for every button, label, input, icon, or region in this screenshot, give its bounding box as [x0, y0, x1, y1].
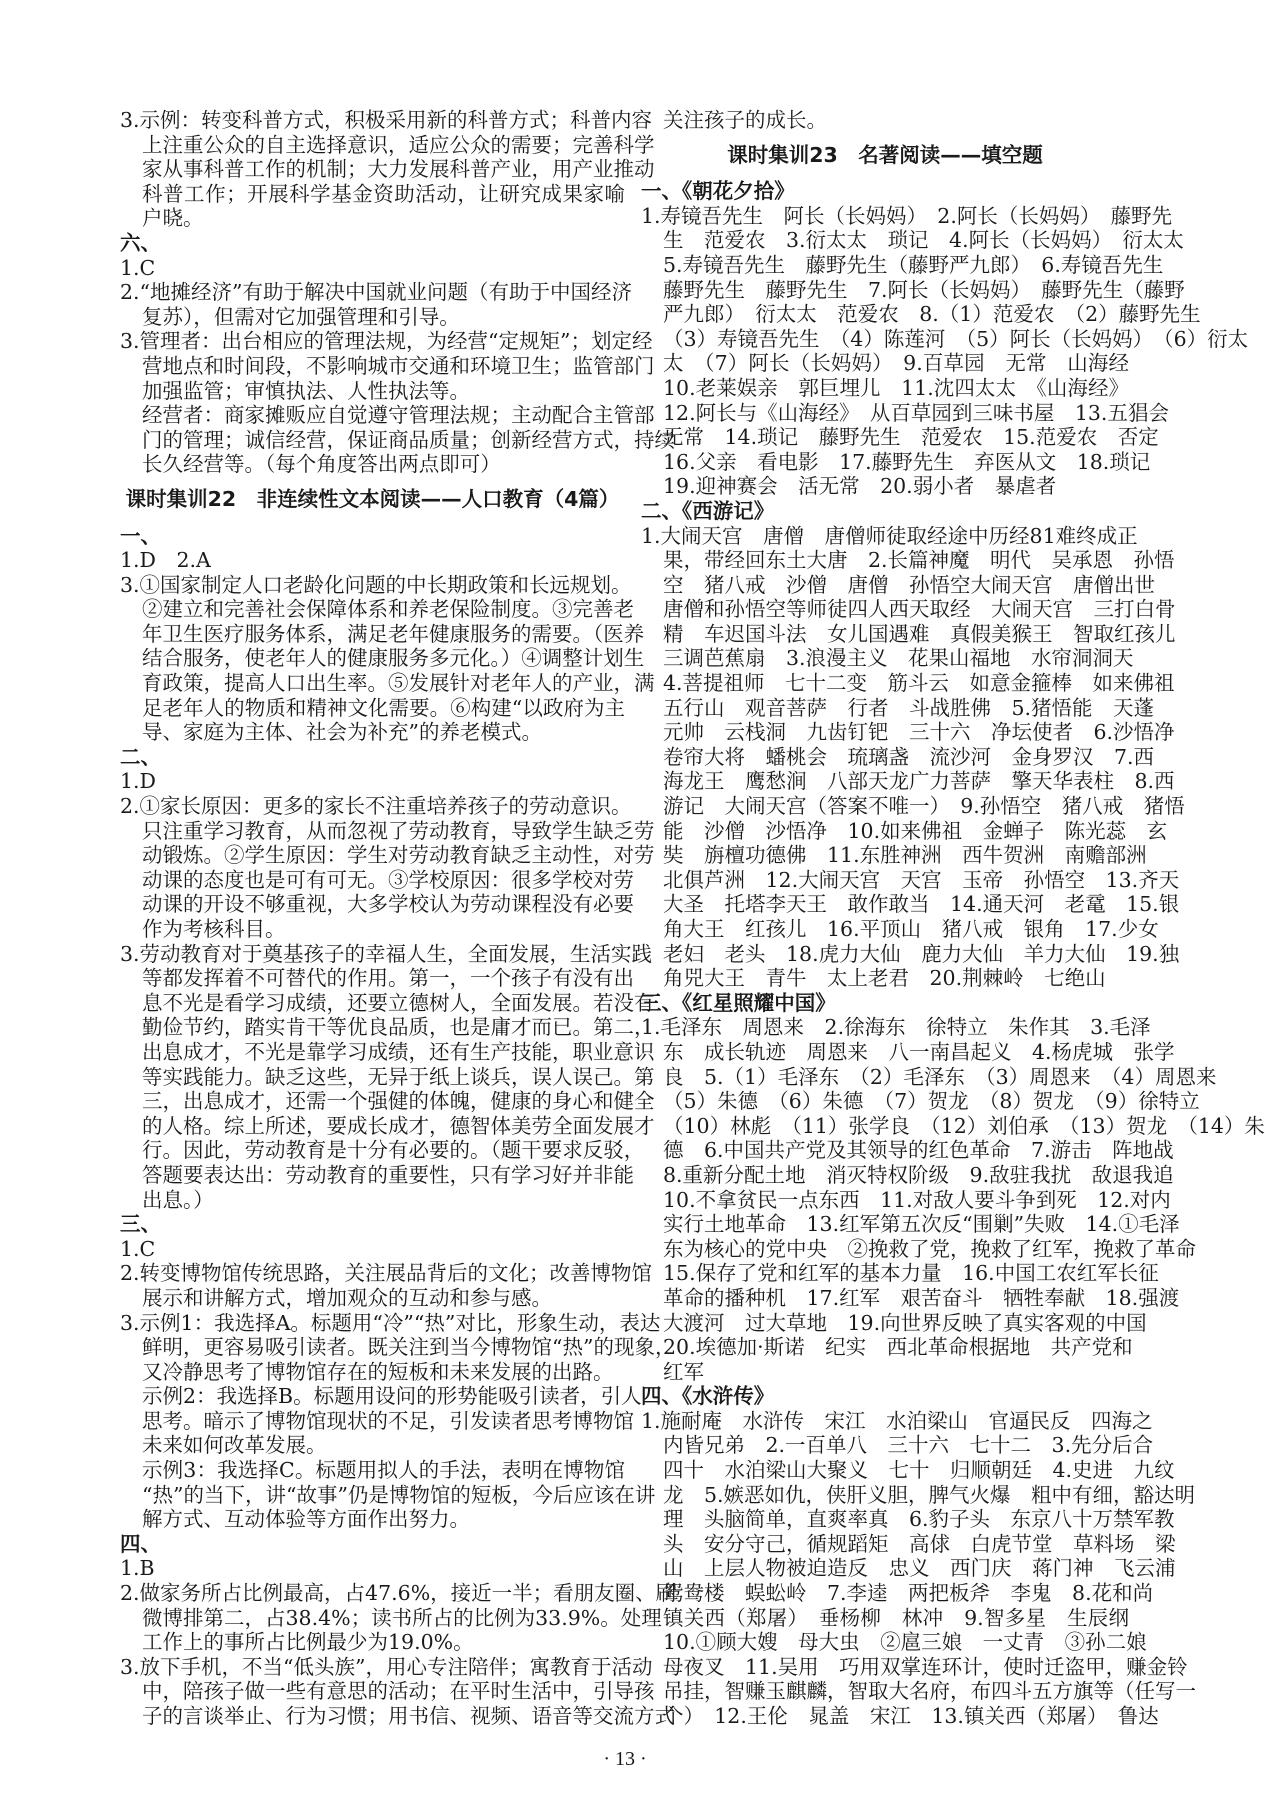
subsection-label: 三、《红星照耀中国》 — [641, 990, 836, 1015]
text-line: 1.C — [120, 255, 156, 280]
text-line: 东为核心的党中央 ②挽救了党，挽救了红军，挽救了革命 — [663, 1236, 1196, 1261]
page-number: · 13 · — [603, 1748, 647, 1770]
text-line: 德 6.中国共产党及其领导的红色革命 7.游击 阵地战 — [663, 1138, 1174, 1163]
text-line: 严九郎） 衍太太 范爱农 8.（1）范爱农 （2）藤野先生 — [663, 302, 1201, 327]
text-line: 20.埃德加·斯诺 纪实 西北革命根据地 共产党和 — [663, 1335, 1133, 1360]
text-line: 山 上层人物被迫造反 忠义 西门庆 蒋门神 飞云浦 — [663, 1556, 1176, 1581]
text-line: 五行山 观音菩萨 行者 斗战胜佛 5.猪悟能 天蓬 — [663, 695, 1155, 720]
text-line: （10）林彪 （11）张学良 （12）刘伯承 （13）贺龙 （14）朱 — [663, 1113, 1265, 1138]
text-line: 能 沙僧 沙悟净 10.如来佛祖 金蝉子 陈光蕊 玄 — [663, 818, 1168, 843]
text-line: 3.放下手机，不当“低头族”，用心专注陪伴；寓教育于活动 — [120, 1654, 653, 1679]
text-line: 微博排第二，占38.4%；读书所占的比例为33.9%。处理 — [142, 1605, 662, 1630]
subsection-label: 二、 — [120, 744, 161, 769]
text-line: 良 5.（1）毛泽东 （2）毛泽东 （3）周恩来 （4）周恩来 — [663, 1064, 1217, 1089]
text-line: 等都发挥着不可替代的作用。第一，一个孩子有没有出 — [142, 966, 634, 991]
text-line: 科普工作；开展科学基金资助活动，让研究成果家喻 — [142, 181, 625, 206]
text-line: 16.父亲 看电影 17.藤野先生 弃医从文 18.琐记 — [663, 449, 1151, 474]
text-line: 2.①家长原因：更多的家长不注重培养孩子的劳动意识。 — [120, 794, 632, 819]
text-line: 革命的播种机 17.红军 艰苦奋斗 牺牲奉献 18.强渡 — [663, 1285, 1180, 1310]
subsection-label: 三、 — [120, 1212, 161, 1237]
subsection-label: 一、《朝花夕拾》 — [641, 179, 795, 204]
text-line: 海龙王 鹰愁涧 八部天龙广力菩萨 擎天华表柱 8.西 — [663, 769, 1175, 794]
text-line: 5.寿镜吾先生 藤野先生（藤野严九郎） 6.寿镜吾先生 — [663, 252, 1164, 277]
text-line: 2.“地摊经济”有助于解决中国就业问题（有助于中国经济 — [120, 280, 633, 305]
text-line: （3）寿镜吾先生 （4）陈莲河 （5）阿长（长妈妈） （6）衍太 — [663, 326, 1249, 351]
text-line: 东 成长轨迹 周恩来 八一南昌起义 4.杨虎城 张学 — [663, 1039, 1175, 1064]
text-line: 户晓。 — [142, 206, 204, 231]
text-line: 三调芭蕉扇 3.浪漫主义 花果山福地 水帘洞洞天 — [663, 646, 1134, 671]
text-line: 老妇 老头 18.虎力大仙 鹿力大仙 羊力大仙 19.独 — [663, 941, 1180, 966]
text-line: 藤野先生 藤野先生 7.阿长（长妈妈） 藤野先生（藤野 — [663, 277, 1185, 302]
text-line: 复苏），但需对它加强管理和引导。 — [142, 304, 460, 329]
text-line: 理 头脑简单，直爽率真 6.豹子头 东京八十万禁军教 — [663, 1507, 1175, 1532]
text-line: 中，陪孩子做一些有意思的活动；在平时生活中，引导孩 — [142, 1679, 655, 1704]
text-line: 1.毛泽东 周恩来 2.徐海东 徐特立 朱作其 3.毛泽 — [641, 1015, 1151, 1040]
text-line: 内皆兄弟 2.一百单八 三十六 七十二 3.先分后合 — [663, 1433, 1154, 1458]
text-line: 加强监管；审慎执法、人性执法等。 — [142, 378, 470, 403]
text-line: 果，带经回东土大唐 2.长篇神魔 明代 吴承恩 孙悟 — [663, 548, 1175, 573]
text-line: 只注重学习教育，从而忽视了劳动教育，导致学生缺乏劳 — [142, 818, 655, 843]
text-line: 1.D 2.A — [120, 548, 211, 573]
text-line: 又冷静思考了博物馆存在的短板和未来发展的出路。 — [142, 1359, 614, 1384]
text-line: （5）朱德 （6）朱德 （7）贺龙 （8）贺龙 （9）徐特立 — [663, 1089, 1200, 1114]
text-line: 实行土地革命 13.红军第五次反“围剿”失败 14.①毛泽 — [663, 1212, 1180, 1237]
text-line: 12.阿长与《山海经》 从百草园到三味书屋 13.五猖会 — [663, 400, 1169, 425]
text-line: 四十 水泊梁山大聚义 七十 归顺朝廷 4.史进 九纹 — [663, 1458, 1175, 1483]
text-line: 8.重新分配土地 消灭特权阶级 9.敌驻我扰 敌退我追 — [663, 1162, 1174, 1187]
text-line: 卷帘大将 蟠桃会 琉璃盏 流沙河 金身罗汉 7.西 — [663, 744, 1155, 769]
text-line: 展示和讲解方式，增加观众的互动和参与感。 — [142, 1285, 552, 1310]
text-line: 3.示例：转变科普方式，积极采用新的科普方式；科普内容 — [120, 108, 653, 132]
text-line: 思考。暗示了博物馆现状的不足，引发读者思考博物馆 — [142, 1408, 634, 1433]
text-line: 2.做家务所占比例最高，占47.6%，接近一半；看朋友圈、刷 — [120, 1581, 677, 1606]
text-line: 上注重公众的自主选择意识，适应公众的需要；完善科学 — [142, 132, 655, 157]
text-line: 解方式、互动体验等方面作出努力。 — [142, 1507, 470, 1532]
subsection-label: 四、 — [120, 1531, 161, 1556]
text-line: 出息。） — [142, 1187, 214, 1212]
text-line: 长久经营等。（每个角度答出两点即可） — [142, 452, 501, 477]
text-line: 2.转变博物馆传统思路，关注展品背后的文化；改善博物馆 — [120, 1261, 653, 1286]
text-line: 游记 大闹天宫（答案不唯一） 9.孙悟空 猪八戒 猪悟 — [663, 794, 1185, 819]
subsection-label: 一、 — [120, 523, 161, 548]
text-line: 母夜叉 11.吴用 巧用双掌连环计，使时迁盗甲，赚金铃 — [663, 1654, 1188, 1679]
text-line: 无常 14.琐记 藤野先生 范爱农 15.范爱农 否定 — [663, 425, 1159, 450]
section-heading: 课时集训23 名著阅读——填空题 — [727, 142, 1043, 167]
text-line: 3.劳动教育对于奠基孩子的幸福人生，全面发展，生活实践 — [120, 941, 653, 966]
text-line: 红军 — [663, 1359, 704, 1384]
text-line: 1.D — [120, 769, 156, 794]
text-line: 息不光是看学习成绩，还要立德树人，全面发展。若没有 — [142, 990, 655, 1015]
text-line: 角大王 红孩儿 16.平顶山 猪八戒 银角 17.少女 — [663, 917, 1159, 941]
right-column — [641, 108, 1265, 1729]
text-line: 动课的开设不够重视，大多学校认为劳动课程没有必要 — [142, 892, 634, 917]
text-line: 等实践能力。缺乏这些，无异于纸上谈兵，误人误己。第 — [142, 1064, 655, 1089]
text-line: 营地点和时间段，不影响城市交通和环境卫生；监管部门 — [142, 353, 655, 378]
section-heading: 课时集训22 非连续性文本阅读——人口教育（4篇） — [125, 486, 620, 511]
text-line: 导、家庭为主体、社会为补充”的养老模式。 — [142, 720, 542, 745]
text-line: 1.寿镜吾先生 阿长（长妈妈） 2.阿长（长妈妈） 藤野先 — [641, 203, 1173, 228]
text-line: 精 车迟国斗法 女儿国遇难 真假美猴王 智取红孩儿 — [663, 621, 1176, 646]
text-line: 家从事科普工作的机制；大力发展科普产业，用产业推动 — [142, 157, 655, 182]
text-line: 头 安分守己，循规蹈矩 高俅 白虎节堂 草料场 梁 — [663, 1531, 1176, 1556]
text-line: 示例3：我选择C。标题用拟人的手法，表明在博物馆 — [142, 1458, 625, 1483]
text-line: 角兕大王 青牛 太上老君 20.荆棘岭 七绝山 — [663, 966, 1106, 991]
text-line: 10.老莱娱亲 郭巨埋儿 11.沈四太太 《山海经》 — [663, 375, 1129, 400]
subsection-label: 四、《水浒传》 — [641, 1384, 775, 1409]
text-line: 子的言谈举止、行为习惯；用书信、视频、语音等交流方式 — [142, 1704, 675, 1728]
text-line: 行。因此，劳动教育是十分有必要的。（题干要求反驳， — [142, 1138, 645, 1163]
text-line: 唐僧和孙悟空等师徒四人西天取经 大闹天宫 三打白骨 — [663, 597, 1176, 622]
subsection-label: 二、《西游记》 — [641, 498, 775, 523]
text-line: 生 范爱农 3.衍太太 琐记 4.阿长（长妈妈） 衍太太 — [663, 228, 1184, 253]
text-line: 的人格。综上所述，要成长成才，德智体美劳全面发展才 — [142, 1113, 655, 1138]
text-line: 三，出息成才，还需一个强健的体魄，健康的身心和健全 — [142, 1089, 655, 1114]
text-line: 答题要表达出：劳动教育的重要性，只有学习好并非能 — [142, 1162, 634, 1187]
text-line: 动锻炼。②学生原因：学生对劳动教育缺乏主动性，对劳 — [142, 843, 655, 868]
text-line: 太 （7）阿长（长妈妈） 9.百草园 无常 山海经 — [663, 351, 1129, 376]
text-line: 勤俭节约，踏实肯干等优良品质，也是庸才而已。第二， — [142, 1015, 655, 1040]
text-line: 鲜明，更容易吸引读者。既关注到当今博物馆“热”的现象， — [142, 1335, 676, 1360]
text-line: 足老年人的物质和精神文化需要。⑥构建“以政府为主 — [142, 695, 625, 720]
text-line: 个） 12.王伦 晁盖 宋江 13.镇关西（郑屠） 鲁达 — [663, 1704, 1159, 1728]
text-line: 龙 5.嫉恶如仇，侠肝义胆，脾气火爆 粗中有细，豁达明 — [663, 1482, 1196, 1507]
text-line: 年卫生医疗服务体系，满足老年健康服务的需要。（医养 — [142, 621, 645, 646]
text-line: 大圣 托塔李天王 敢作敢当 14.通天河 老鼋 15.银 — [663, 892, 1180, 917]
text-line: 关注孩子的成长。 — [663, 108, 827, 132]
text-line: 4.菩提祖师 七十二变 筋斗云 如意金箍棒 如来佛祖 — [663, 671, 1175, 696]
text-line: 10.不拿贫民一点东西 11.对敌人要斗争到死 12.对内 — [663, 1187, 1171, 1212]
text-line: 3.①国家制定人口老龄化问题的中长期政策和长远规划。 — [120, 572, 632, 597]
text-line: 示例2：我选择B。标题用设问的形势能吸引读者，引人 — [142, 1384, 642, 1409]
text-line: 1.B — [120, 1556, 155, 1581]
text-line: 15.保存了党和红军的基本力量 16.中国工农红军长征 — [663, 1261, 1159, 1286]
text-line: 10.①顾大嫂 母大虫 ②扈三娘 一丈青 ③孙二娘 — [663, 1630, 1147, 1655]
text-line: 3.管理者：出台相应的管理法规，为经营“定规矩”；划定经 — [120, 329, 653, 354]
subsection-label: 六、 — [120, 230, 161, 255]
text-line: 大渡河 过大草地 19.向世界反映了真实客观的中国 — [663, 1310, 1147, 1335]
text-line: 育政策，提高人口出生率。⑤发展针对老年人的产业，满 — [142, 671, 655, 696]
text-line: 出息成才，不光是靠学习成绩，还有生产技能，职业意识 — [142, 1039, 655, 1064]
text-line: 经营者：商家摊贩应自觉遵守管理法规；主动配合主管部 — [142, 403, 655, 428]
text-line: 结合服务，使老年人的健康服务多元化。）④调整计划生 — [142, 646, 645, 671]
left-column — [120, 108, 677, 1729]
text-line: 1.大闹天宫 唐僧 唐僧师徒取经途中历经81难终成正 — [641, 523, 1138, 548]
text-line: 北俱芦洲 12.大闹天宫 天宫 玉帝 孙悟空 13.齐天 — [663, 867, 1180, 892]
text-line: 镇关西（郑屠） 垂杨柳 林冲 9.智多星 生辰纲 — [663, 1605, 1129, 1630]
text-line: 1.C — [120, 1236, 156, 1261]
text-line: 吊挂，智赚玉麒麟，智取大名府，布四斗五方旗等（任写一 — [663, 1679, 1196, 1704]
text-line: 工作上的事所占比例最少为19.0%。 — [142, 1630, 474, 1655]
text-line: 未来如何改革发展。 — [142, 1433, 327, 1458]
text-line: 元帅 云栈洞 九齿钉钯 三十六 净坛使者 6.沙悟净 — [663, 720, 1175, 745]
text-line: 鸳鸯楼 蜈蚣岭 7.李逵 两把板斧 李鬼 8.花和尚 — [663, 1581, 1154, 1606]
text-line: “热”的当下，讲“故事”仍是博物馆的短板，今后应该在讲 — [142, 1482, 656, 1507]
text-line: 3.示例1：我选择A。标题用“冷”“热”对比，形象生动，表达 — [120, 1310, 661, 1335]
text-line: 门的管理；诚信经营，保证商品质量；创新经营方式，持续 — [142, 427, 675, 452]
text-line: 19.迎神赛会 活无常 20.弱小者 暴虐者 — [663, 474, 1057, 499]
text-line: ②建立和完善社会保障体系和养老保险制度。③完善老 — [142, 597, 634, 622]
text-line: 动课的态度也是可有可无。③学校原因：很多学校对劳 — [142, 867, 634, 892]
text-line: 1.施耐庵 水浒传 宋江 水泊梁山 官逼民反 四海之 — [641, 1408, 1153, 1433]
text-line: 空 猪八戒 沙僧 唐僧 孙悟空大闹天宫 唐僧出世 — [663, 572, 1155, 597]
text-line: 作为考核科目。 — [142, 917, 286, 941]
text-line: 奘 旃檀功德佛 11.东胜神洲 西牛贺洲 南赡部洲 — [663, 843, 1147, 868]
